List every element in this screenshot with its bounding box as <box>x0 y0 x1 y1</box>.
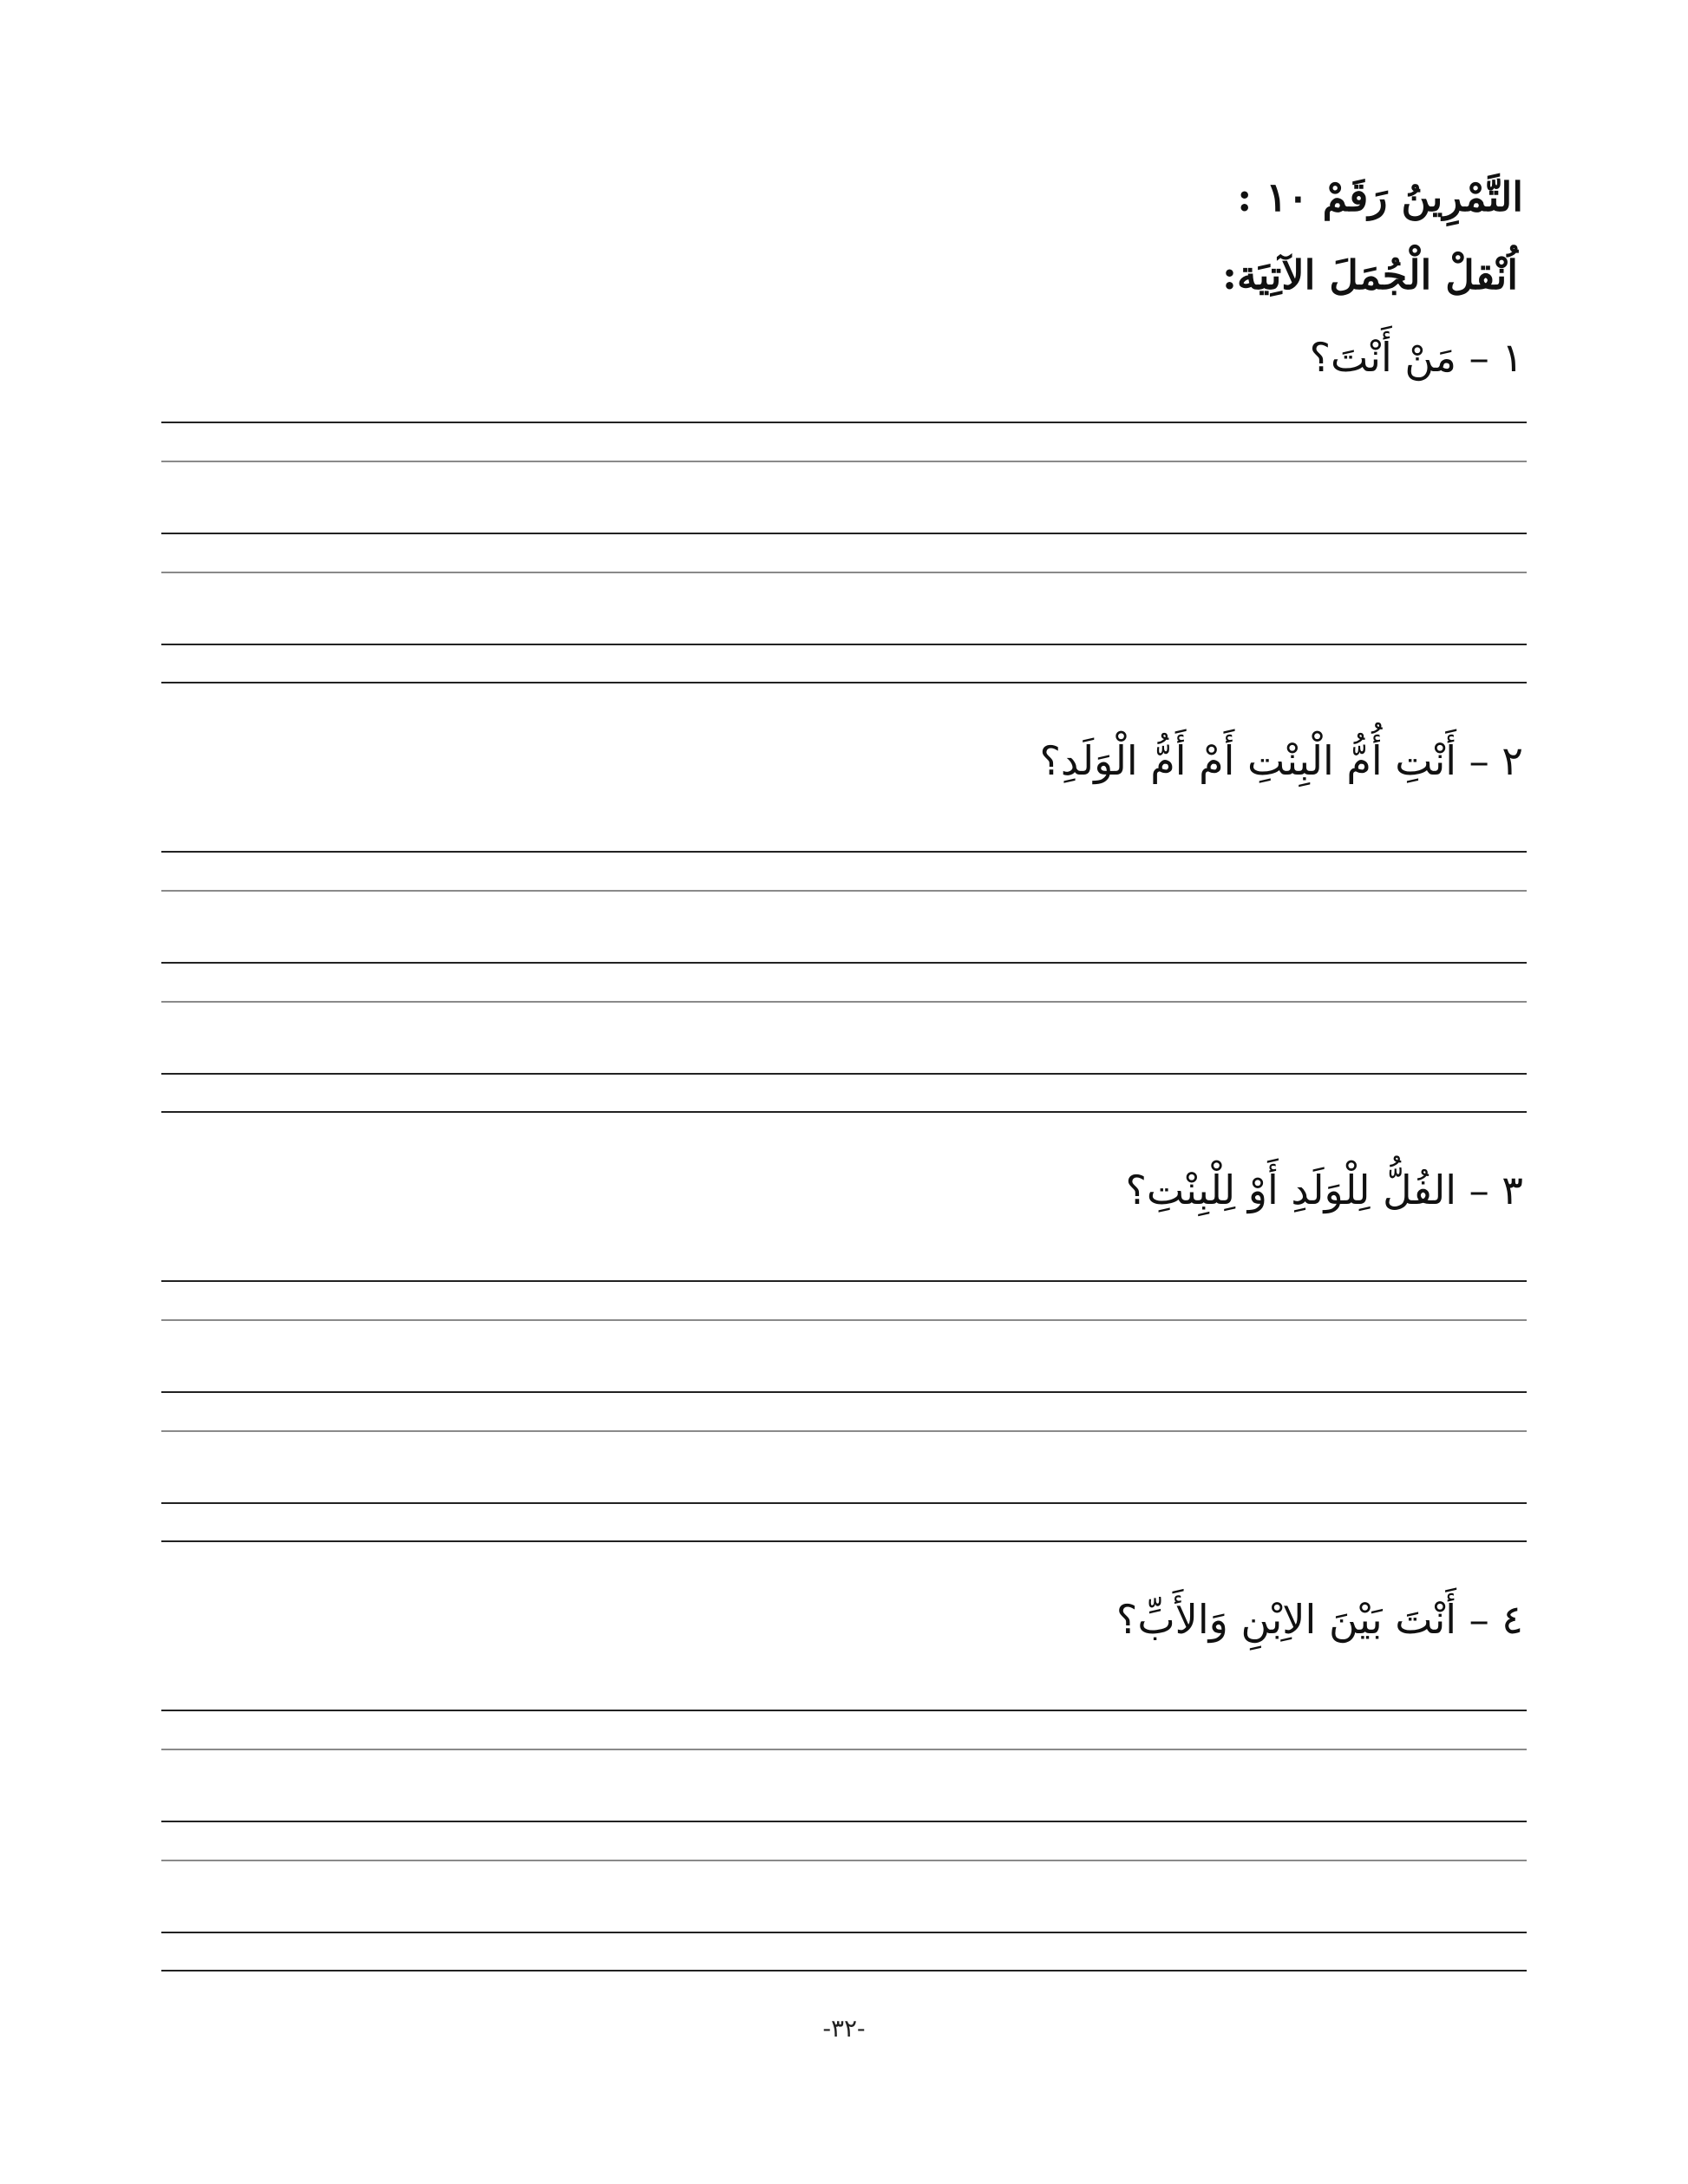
writing-line <box>161 1932 1527 1933</box>
writing-guide-line <box>161 461 1527 462</box>
page-number: -٣٢- <box>822 2014 866 2043</box>
writing-guide-line <box>161 1749 1527 1750</box>
writing-line <box>161 1391 1527 1393</box>
exercise-title: التَّمْرِينُ رَقَمْ ١٠ : <box>1237 173 1523 220</box>
question-1: ١ – مَنْ أَنْتَ؟ <box>1309 334 1523 381</box>
writing-guide-line <box>161 1430 1527 1432</box>
writing-guide-line <box>161 1860 1527 1861</box>
writing-guide-line <box>161 890 1527 892</box>
writing-line <box>161 682 1527 683</box>
exercise-instruction: اُنْقلْ الْجُمَلَ الآتِيَة: <box>1222 252 1518 298</box>
writing-line <box>161 1280 1527 1282</box>
writing-guide-line <box>161 572 1527 573</box>
writing-line <box>161 644 1527 645</box>
question-4: ٤ – أَنْتَ بَيْنَ الاِبْنِ وَالأَبِّ؟ <box>1116 1596 1523 1643</box>
writing-line <box>161 1502 1527 1504</box>
writing-line <box>161 1111 1527 1113</box>
question-2: ٢ – أَنْتِ أُمُّ الْبِنْتِ أَمْ أَمُّ الْوَلَدِ؟ <box>1039 737 1523 784</box>
writing-line <box>161 851 1527 853</box>
writing-line <box>161 1073 1527 1075</box>
writing-line <box>161 1710 1527 1711</box>
writing-line <box>161 1970 1527 1971</box>
writing-guide-line <box>161 1319 1527 1321</box>
writing-line <box>161 1821 1527 1822</box>
question-3: ٣ – الفُلُّ لِلْوَلَدِ أَوْ لِلْبِنْتِ؟ <box>1125 1167 1523 1213</box>
writing-line <box>161 962 1527 964</box>
writing-line <box>161 422 1527 423</box>
writing-guide-line <box>161 1001 1527 1003</box>
writing-line <box>161 1540 1527 1542</box>
writing-line <box>161 533 1527 534</box>
